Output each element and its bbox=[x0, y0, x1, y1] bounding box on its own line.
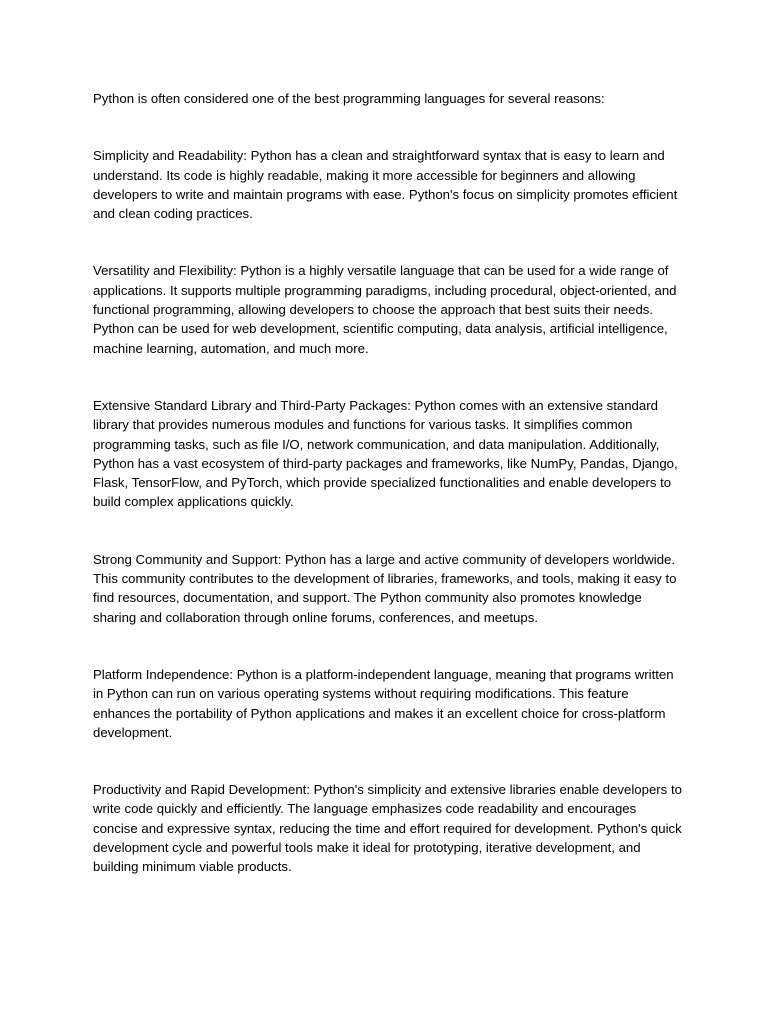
section-productivity-rapid-development: Productivity and Rapid Development: Python's simplicity and extensive libraries enable developers to write code quickly and efficiently. The language emphasizes code readability and encourages concise and expressive syntax, reducing the time and effort required for development. Python's quick development cycle and powerful tools make it ideal for prototyping, iterative development, and building minimum viable products. bbox=[93, 782, 682, 875]
section-standard-library-packages: Extensive Standard Library and Third-Party Packages: Python comes with an extensive standard library that provides numerous modules and functions for various tasks. It simplifies common programming tasks, such as file I/O, network communication, and data manipulation. Additionally, Python has a vast ecosystem of third-party packages and frameworks, like NumPy, Pandas, Django, Flask, TensorFlow, and PyTorch, which provide specialized functionalities and enable developers to build complex applications quickly. bbox=[93, 397, 678, 510]
document-page bbox=[93, 89, 683, 877]
intro-paragraph: Python is often considered one of the best programming languages for several reasons: bbox=[93, 91, 605, 106]
section-simplicity-readability: Simplicity and Readability: Python has a clean and straightforward syntax that is easy to learn and understand. Its code is highly readable, making it more accessible for beginners and allowing developers to write and maintain programs with ease. Python's focus on simplicity promotes efficient and clean coding practices. bbox=[93, 148, 678, 222]
section-versatility-flexibility: Versatility and Flexibility: Python is a highly versatile language that can be used for a wide range of applications. It supports multiple programming paradigms, including procedural, object-oriented, and functional programming, allowing developers to choose the approach that best suits their needs. Python can be used for web development, scientific computing, data analysis, artificial intelligence, machine learning, automation, and much more. bbox=[93, 263, 677, 356]
section-platform-independence: Platform Independence: Python is a platform-independent language, meaning that programs written in Python can run on various operating systems without requiring modifications. This feature enhances the portability of Python applications and makes it an excellent choice for cross-platform development. bbox=[93, 666, 674, 740]
section-community-support: Strong Community and Support: Python has a large and active community of developers worldwide. This community contributes to the development of libraries, frameworks, and tools, making it easy to find resources, documentation, and support. The Python community also promotes knowledge sharing and collaboration through online forums, conferences, and meetups. bbox=[93, 551, 677, 625]
